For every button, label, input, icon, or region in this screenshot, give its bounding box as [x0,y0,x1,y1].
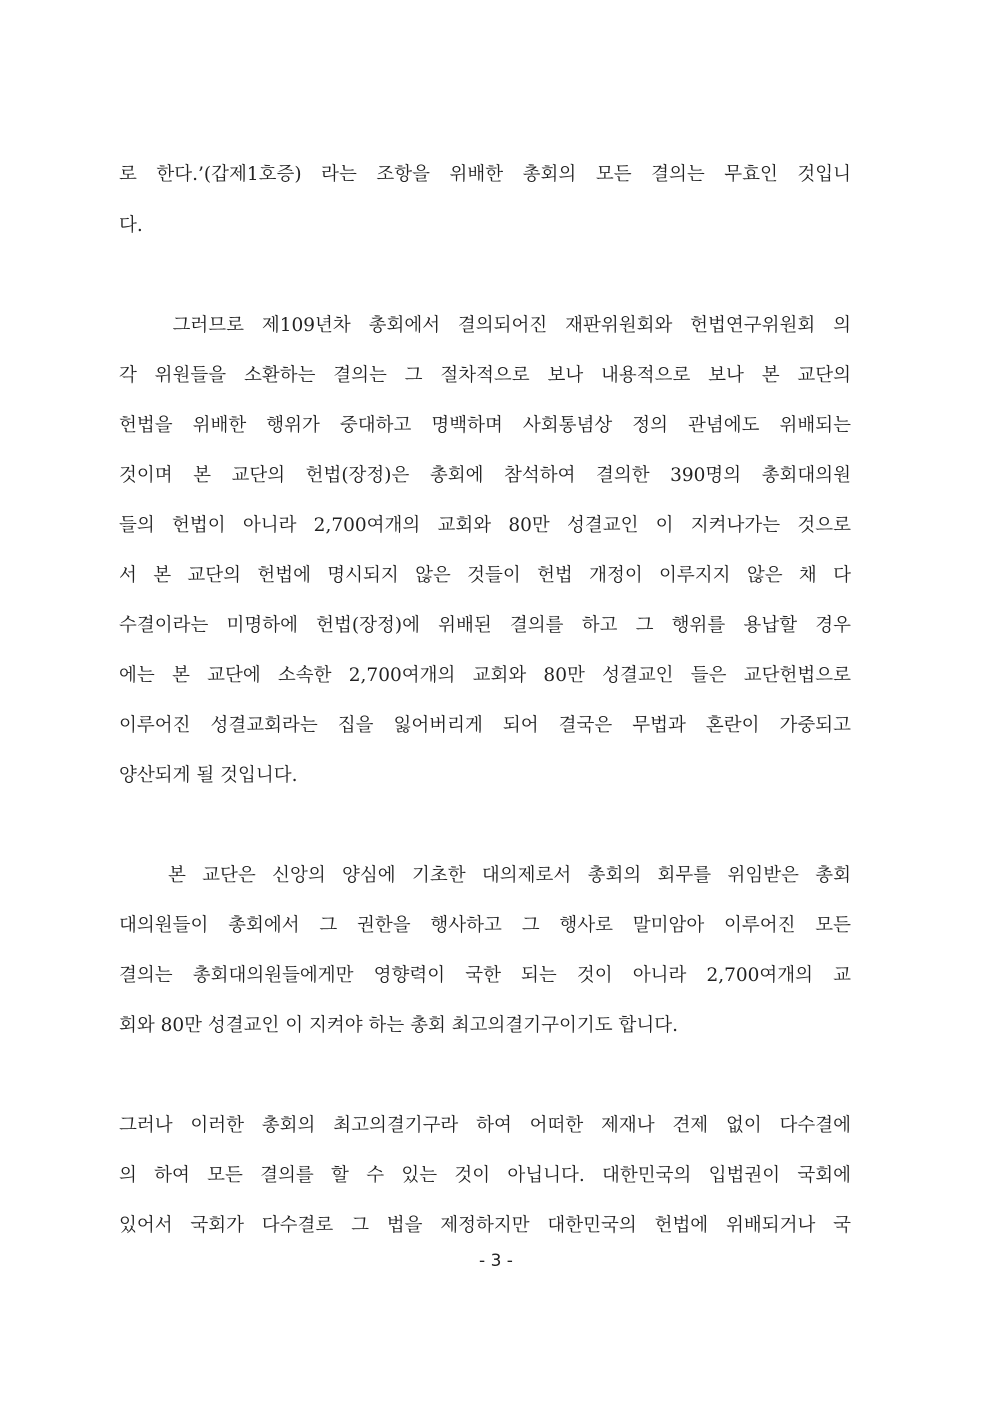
text-line: 들의 헌법이 아니라 2,700여개의 교회와 80만 성결교인 이 지켜나가는 것으로 [119,515,851,536]
text-line: 서 본 교단의 헌법에 명시되지 않은 것들이 헌법 개정이 이루지지 않은 채 다 [119,565,851,586]
text-line: 다. [119,215,143,236]
text-line: 본 교단은 신앙의 양심에 기초한 대의제로서 총회의 회무를 위임받은 총회 [119,865,851,886]
text-line: 각 위원들을 소환하는 결의는 그 절차적으로 보나 내용적으로 보나 본 교단의 [119,365,851,386]
text-line: 의 하여 모든 결의를 할 수 있는 것이 아닙니다. 대한민국의 입법권이 국회에 [119,1165,851,1186]
text-line: 이루어진 성결교회라는 집을 잃어버리게 되어 결국은 무법과 혼란이 가중되고 [119,715,851,736]
text-line: 대의원들이 총회에서 그 권한을 행사하고 그 행사로 말미암아 이루어진 모든 [119,915,851,936]
text-line: 양산되게 될 것입니다. [119,765,298,786]
text-line: 그러나 이러한 총회의 최고의결기구라 하여 어떠한 제재나 견제 없이 다수결에 [119,1115,851,1136]
page-number: - 3 - [479,1251,513,1271]
text-line: 수결이라는 미명하에 헌법(장정)에 위배된 결의를 하고 그 행위를 용납할 경우 [119,615,851,636]
text-line: 그러므로 제109년차 총회에서 결의되어진 재판위원회와 헌법연구위원회 의 [119,315,851,336]
text-line: 결의는 총회대의원들에게만 영향력이 국한 되는 것이 아니라 2,700여개의 교 [119,965,851,986]
text-line: 것이며 본 교단의 헌법(장정)은 총회에 참석하여 결의한 390명의 총회대의원 [119,465,851,486]
text-line: 에는 본 교단에 소속한 2,700여개의 교회와 80만 성결교인 들은 교단헌법으로 [119,665,851,686]
text-line: 있어서 국회가 다수결로 그 법을 제정하지만 대한민국의 헌법에 위배되거나 국 [119,1215,851,1236]
text-line: 회와 80만 성결교인 이 지켜야 하는 총회 최고의결기구이기도 합니다. [119,1015,678,1036]
text-line: 로 한다.’(갑제1호증) 라는 조항을 위배한 총회의 모든 결의는 무효인 것입니 [119,164,851,185]
text-line: 헌법을 위배한 행위가 중대하고 명백하며 사회통념상 정의 관념에도 위배되는 [119,415,851,436]
